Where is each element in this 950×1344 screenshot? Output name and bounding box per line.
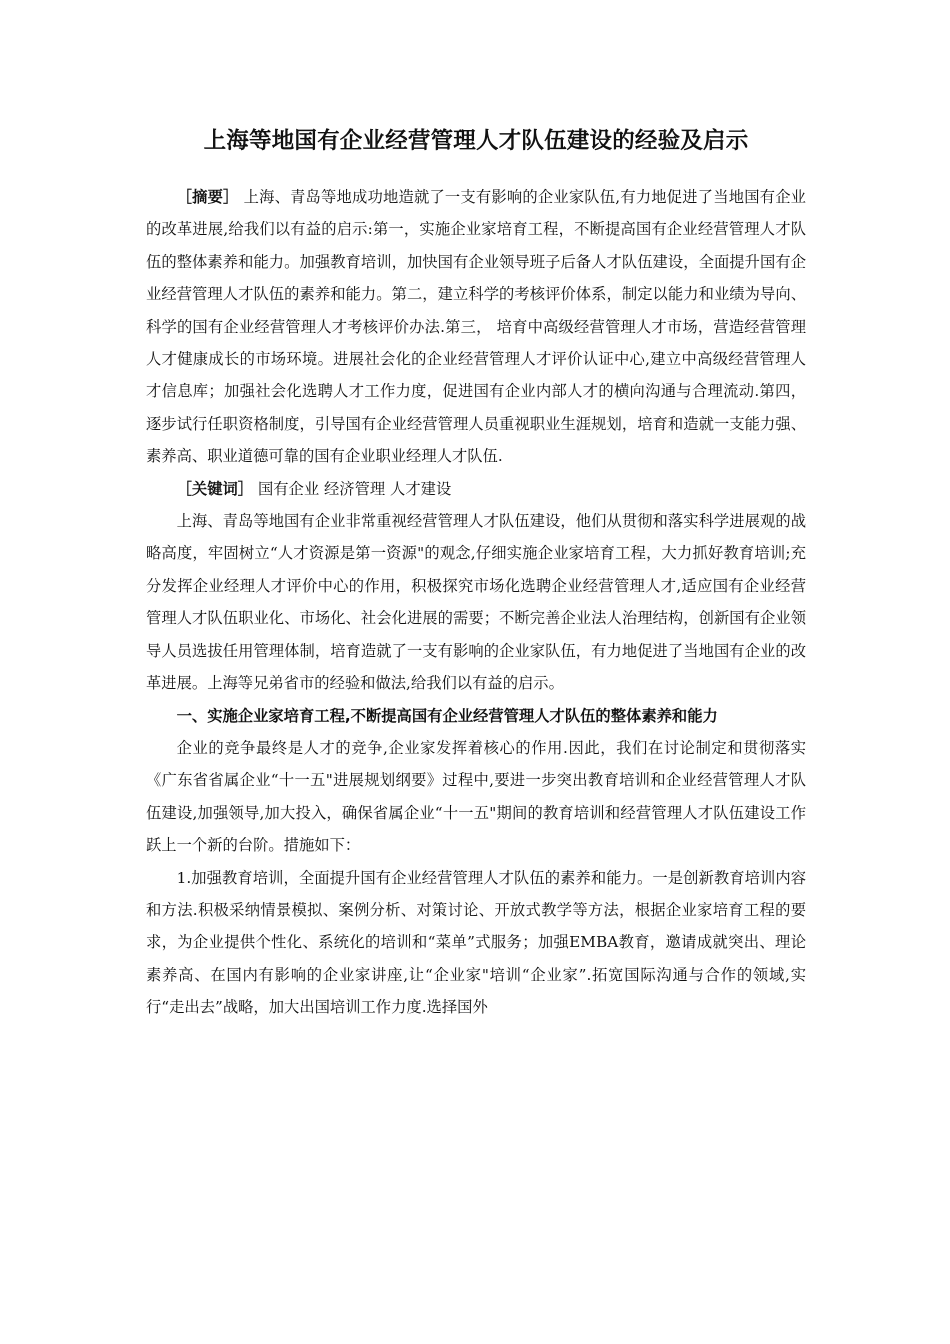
keywords-paragraph bbox=[146, 473, 806, 505]
abstract-text: 上海、青岛等地成功地造就了一支有影响的企业家队伍,有力地促进了当地国有企业的改革进展,给我们以有益的启示:第一，实施企业家培育工程，不断提高国有企业经营管理人才队伍的整体素养和能力。加强教育培训，加快国有企业领导班子后备人才队伍建设，全面提升国有企业经营管理人才队伍的素养和能力。第二，建立科学的考核评价体系，制定以能力和业绩为导向、科学的国有企业经营管理人才考核评价办法.第三， 培育中高级经营管理人才市场，营造经营管理人才健康成长的市场环境。进展社会化的企业经营管理人才评价认证中心,建立中高级经营管理人才信息库；加强社会化选聘人才工作力度，促进国有企业内部人才的横向沟通与合理流动.第四，逐步试行任职资格制度，引导国有企业经营管理人员重视职业生涯规划，培育和造就一支能力强、素养高、职业道德可靠的国有企业职业经理人才队伍. bbox=[146, 188, 806, 466]
document-page bbox=[146, 128, 806, 1024]
abstract-label: ［摘要］ bbox=[176, 188, 239, 206]
section-1-paragraph: 企业的竞争最终是人才的竞争,企业家发挥着核心的作用.因此，我们在讨论制定和贯彻落实《广东省省属企业“十一五"进展规划纲要》过程中,要进一步突出教育培训和企业经营管理人才队伍建设,加强领导,加大投入，确保省属企业“十一五"期间的教育培训和经营管理人才队伍建设工作跃上一个新的台阶。措施如下： bbox=[146, 738, 806, 855]
abstract-paragraph bbox=[146, 181, 806, 473]
section-1-heading: 一、实施企业家培育工程,不断提高国有企业经营管理人才队伍的整体素养和能力 bbox=[176, 706, 718, 725]
intro-paragraph: 上海、青岛等地国有企业非常重视经营管理人才队伍建设，他们从贯彻和落实科学进展观的战略高度，牢固树立“人才资源是第一资源"的观念,仔细实施企业家培育工程，大力抓好教育培训;充分发挥企业经理人才评价中心的作用，积极探究市场化选聘企业经营管理人才,适应国有企业经营管理人才队伍职业化、市场化、社会化进展的需要；不断完善企业法人治理结构，创新国有企业领导人员选拔任用管理体制，培育造就了一支有影响的企业家队伍，有力地促进了当地国有企业的改革进展。上海等兄弟省市的经验和做法,给我们以有益的启示。 bbox=[146, 512, 806, 693]
keywords-text: 国有企业 经济管理 人才建设 bbox=[253, 479, 452, 498]
document-title: 上海等地国有企业经营管理人才队伍建设的经验及启示 bbox=[203, 128, 749, 154]
item-1-paragraph: 1.加强教育培训，全面提升国有企业经营管理人才队伍的素养和能力。一是创新教育培训内容和方法.积极采纳情景模拟、案例分析、对策讨论、开放式教学等方法，根据企业家培育工程的要求，为企业提供个性化、系统化的培训和“菜单”式服务；加强EMBA教育，邀请成就突出、理论素养高、在国内有影响的企业家讲座,让“企业家"培训“企业家”.拓宽国际沟通与合作的领域,实行“走出去”战略，加大出国培训工作力度.选择国外 bbox=[146, 868, 806, 1017]
keywords-label: ［关键词］ bbox=[176, 479, 254, 498]
